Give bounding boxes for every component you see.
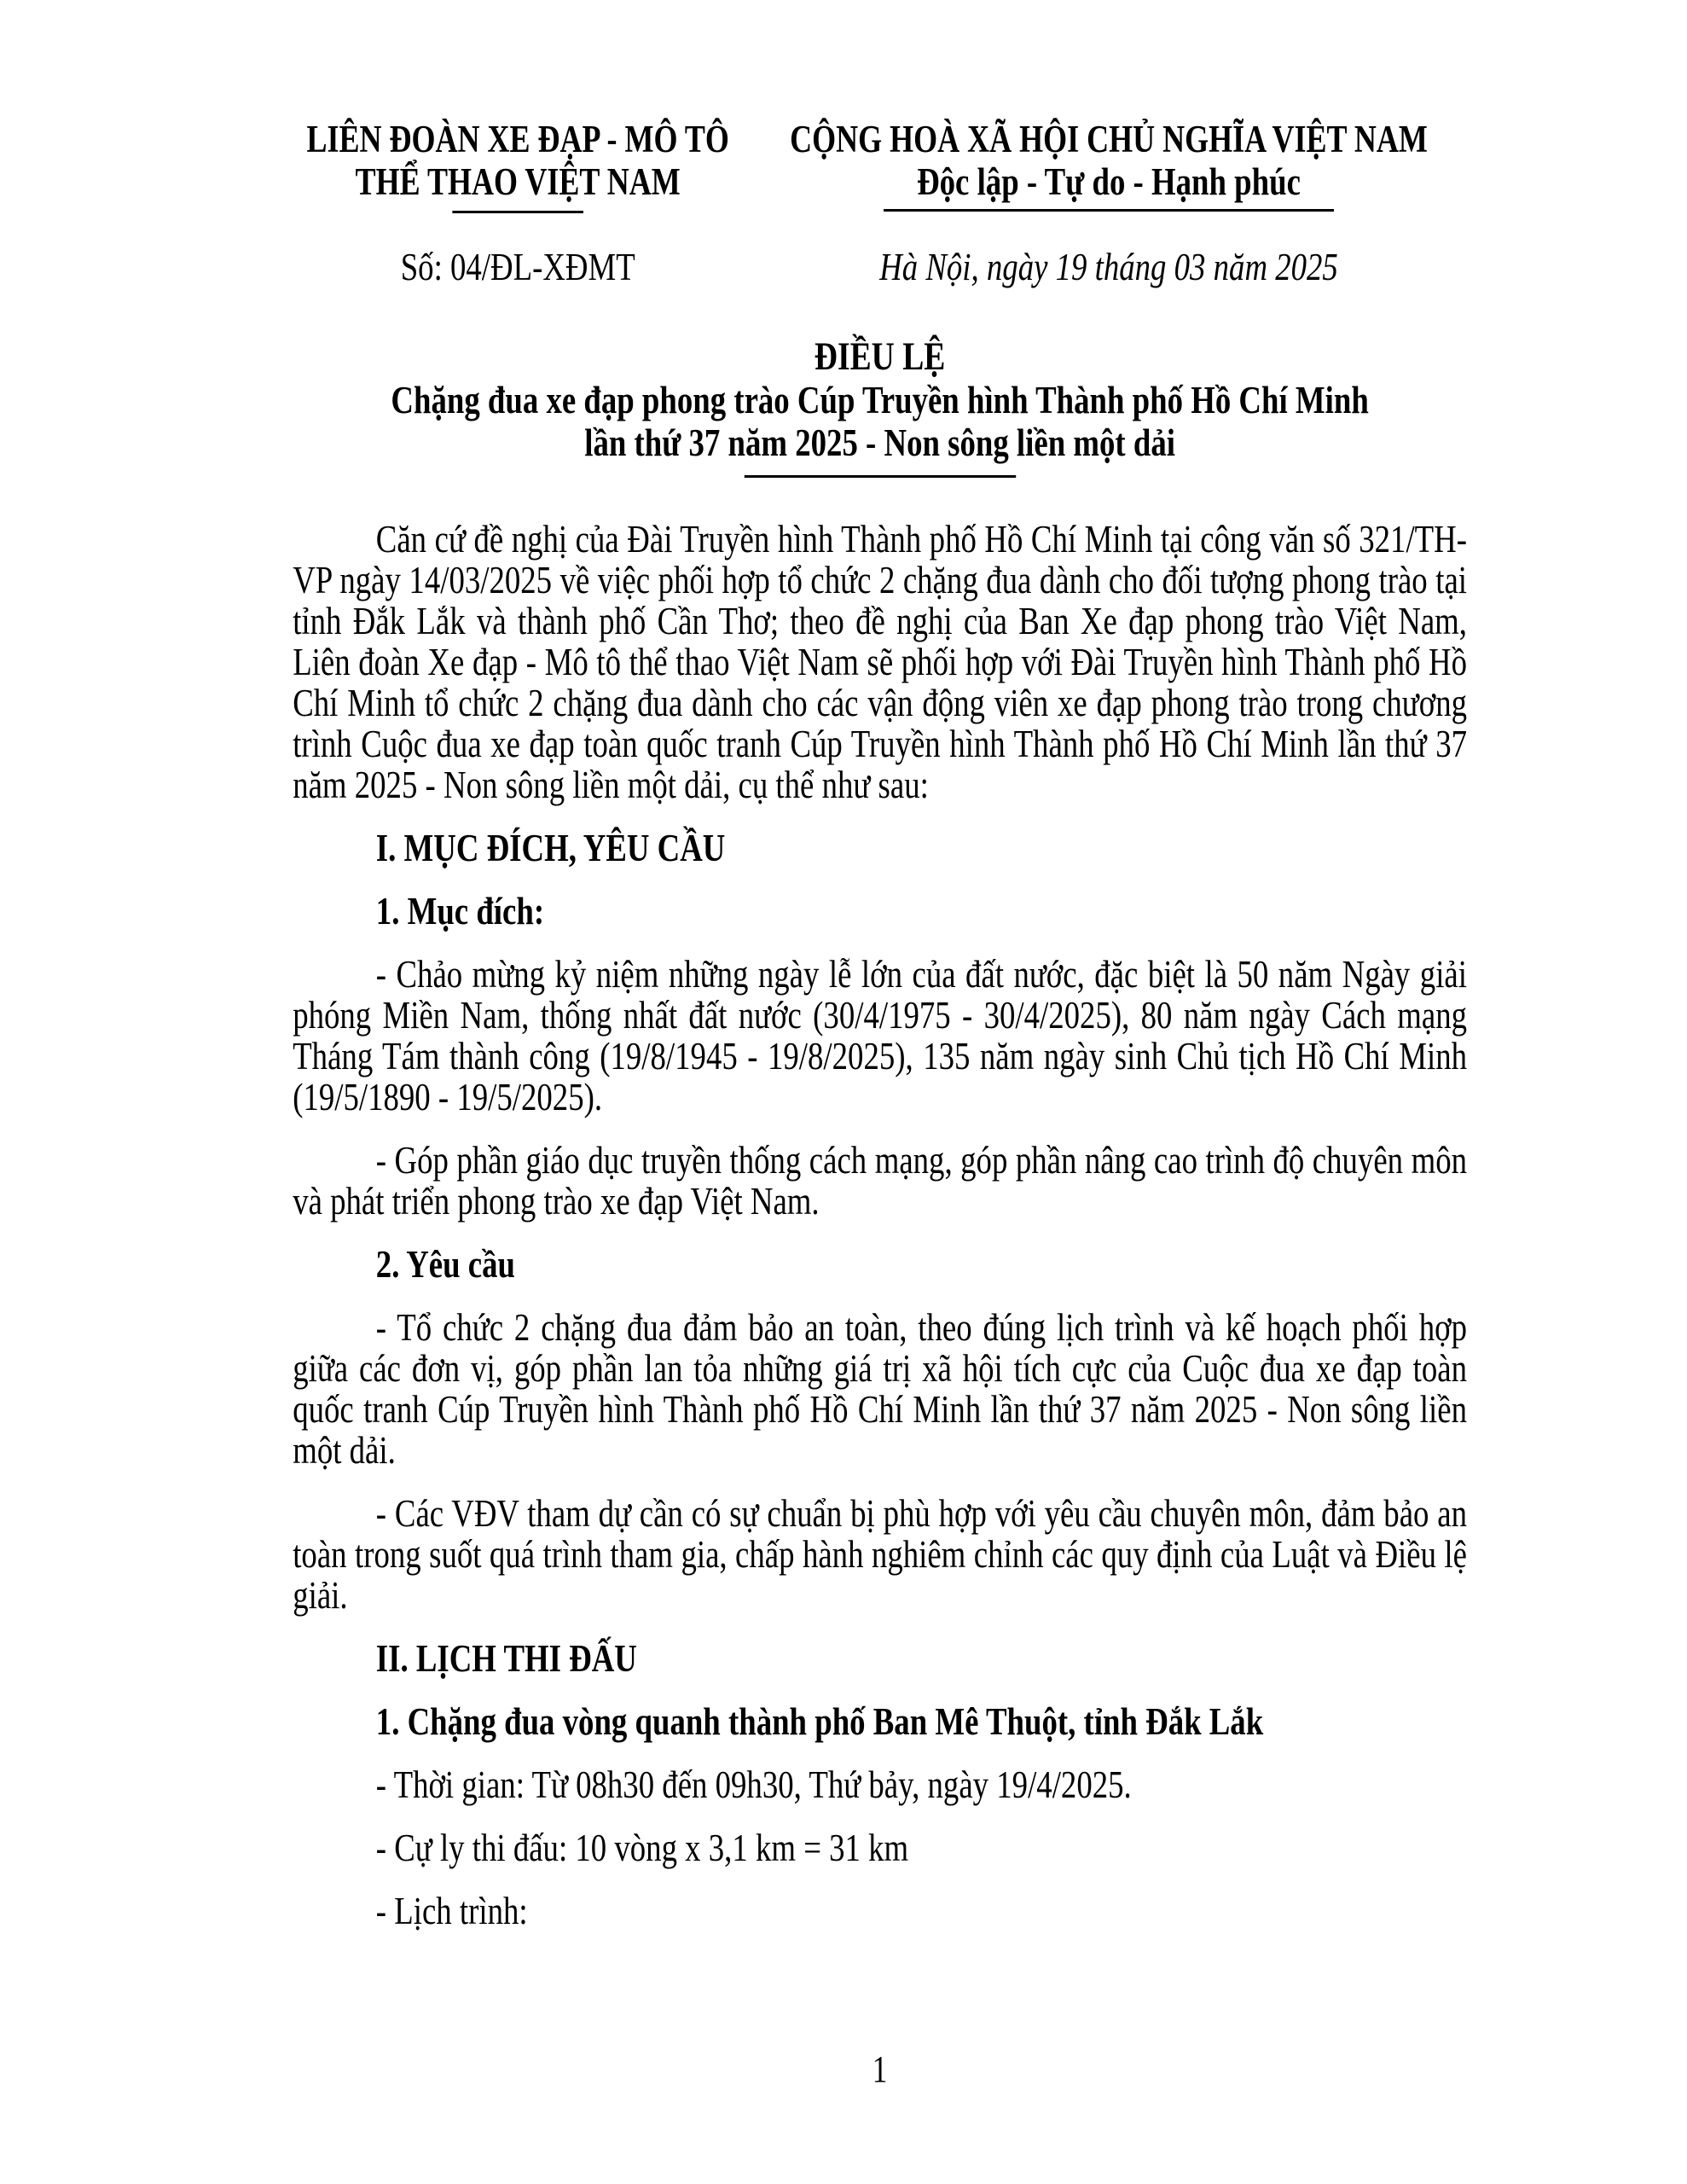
intro-paragraph: Căn cứ đề nghị của Đài Truyền hình Thành phố Hồ Chí Minh tại công văn số 321/TH-VP ngày 14/03/2025 về việc phối hợp tổ chức 2 chặng đua dành cho đối tượng phong trào tại tỉnh Đắk Lắk và thành phố Cần Thơ; theo đề nghị của Ban Xe đạp phong trào Việt Nam, Liên đoàn Xe đạp - Mô tô thể thao Việt Nam sẽ phối hợp với Đài Truyền hình Thành phố Hồ Chí Minh tổ chức 2 chặng đua dành cho các vận động viên xe đạp phong trào trong chương trình Cuộc đua xe đạp toàn quốc tranh Cúp Truyền hình Thành phố Hồ Chí Minh lần thứ 37 năm 2025 - Non sông liền một dải, cụ thể như sau: <box>293 517 1468 806</box>
document-meta-row <box>293 246 1467 288</box>
document-number-block <box>293 246 743 288</box>
document-body <box>293 519 1467 1931</box>
document-title-line-3: lần thứ 37 năm 2025 - Non sông liền một dải <box>584 421 1175 464</box>
org-name-line-1: LIÊN ĐOÀN XE ĐẠP - MÔ TÔ <box>306 118 729 160</box>
requirement-paragraph-2: - Các VĐV tham dự cần có sự chuẩn bị phù hợp với yêu cầu chuyên môn, đảm bảo an toàn trong suốt quá trình tham gia, chấp hành nghiêm chỉnh các quy định của Luật và Điều lệ giải. <box>293 1491 1468 1617</box>
purpose-paragraph-1: - Chảo mừng kỷ niệm những ngày lễ lớn của đất nước, đặc biệt là 50 năm Ngày giải phóng Miền Nam, thống nhất đất nước (30/4/1975 - 30/4/2025), 80 năm ngày Cách mạng Tháng Tám thành công (19/8/1945 - 19/8/2025), 135 năm ngày sinh Chủ tịch Hồ Chí Minh (19/5/1890 - 19/5/2025). <box>293 952 1468 1118</box>
section-1-sub-2-heading: 2. Yêu cầu <box>375 1242 516 1286</box>
schedule-item-distance: - Cự ly thi đấu: 10 vòng x 3,1 km = 31 km <box>375 1826 909 1869</box>
page-footer <box>293 2049 1467 2090</box>
schedule-item-itinerary: - Lịch trình: <box>375 1889 528 1932</box>
title-divider <box>744 475 1015 478</box>
purpose-paragraph-2: - Góp phần giáo dục truyền thống cách mạng, góp phần nâng cao trình độ chuyên môn và phát triển phong trào xe đạp Việt Nam. <box>293 1138 1467 1223</box>
document-title-block <box>293 334 1467 478</box>
section-1-heading: I. MỤC ĐÍCH, YÊU CẦU <box>375 826 726 869</box>
document-title-line-2: Chặng đua xe đạp phong trào Cúp Truyền hình Thành phố Hồ Chí Minh <box>391 378 1369 421</box>
issue-place-date: Hà Nội, ngày 19 tháng 03 năm 2025 <box>879 245 1338 288</box>
document-header <box>293 118 1467 213</box>
section-1-sub-1-heading: 1. Mục đích: <box>375 889 545 932</box>
schedule-item-time: - Thời gian: Từ 08h30 đến 09h30, Thứ bảy, ngày 19/4/2025. <box>375 1763 1132 1806</box>
page-number: 1 <box>872 2048 888 2090</box>
national-title: CỘNG HOÀ XÃ HỘI CHỦ NGHĨA VIỆT NAM <box>790 118 1428 160</box>
issuing-organization-block <box>293 118 743 213</box>
org-name-line-2: THỂ THAO VIỆT NAM <box>355 160 681 203</box>
motto-divider <box>884 209 1334 212</box>
document-type-title: ĐIỀU LỆ <box>814 334 946 379</box>
org-divider <box>452 211 583 213</box>
national-header-block <box>751 118 1467 212</box>
requirement-paragraph-1: - Tổ chức 2 chặng đua đảm bảo an toàn, theo đúng lịch trình và kế hoạch phối hợp giữa các đơn vị, góp phần lan tỏa những giá trị xã hội tích cực của Cuộc đua xe đạp toàn quốc tranh Cúp Truyền hình Thành phố Hồ Chí Minh lần thứ 37 năm 2025 - Non sông liền một dải. <box>293 1305 1468 1472</box>
national-motto: Độc lập - Tự do - Hạnh phúc <box>917 160 1301 203</box>
section-2-heading: II. LỊCH THI ĐẤU <box>375 1636 637 1680</box>
section-2-sub-1-heading: 1. Chặng đua vòng quanh thành phố Ban Mê Thuột, tỉnh Đắk Lắk <box>375 1699 1264 1743</box>
document-number: Số: 04/ĐL-XĐMT <box>400 245 635 288</box>
issue-place-date-block <box>751 246 1467 288</box>
